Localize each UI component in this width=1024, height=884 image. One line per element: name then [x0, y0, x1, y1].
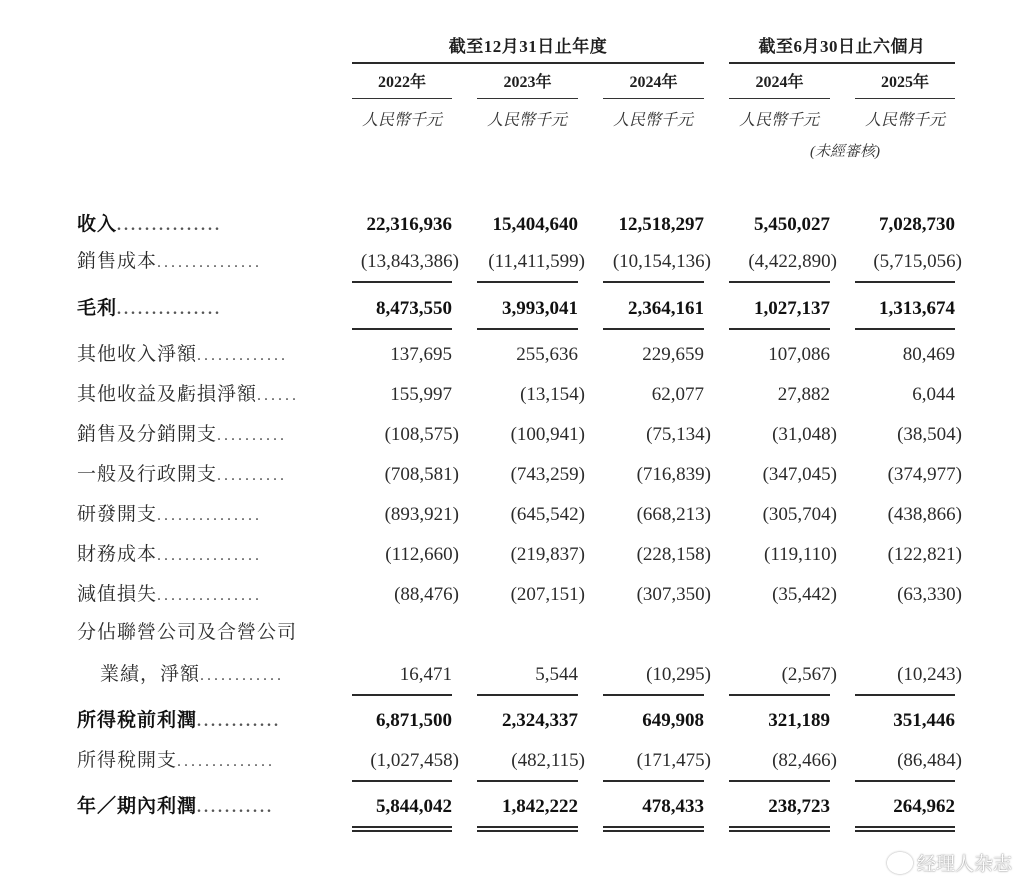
- value-cell: (2,567): [781, 664, 837, 685]
- value-cell: (307,350): [636, 584, 711, 605]
- value-cell: (219,837): [510, 544, 585, 565]
- column-rule: [603, 98, 704, 99]
- column-unit: 人民幣千元: [738, 112, 819, 129]
- value-cell: 229,659: [642, 344, 704, 365]
- total-double-rule: [603, 826, 704, 832]
- column-header-2025-h1: 2025年: [880, 74, 929, 91]
- leader-dots: ......: [257, 387, 300, 404]
- value-cell: 238,723: [768, 796, 830, 817]
- row-label: [77, 292, 332, 326]
- table-row: [0, 658, 1024, 692]
- value-cell: [352, 616, 452, 650]
- row-label-text: 銷售及分銷開支: [77, 424, 218, 445]
- subtotal-rule: [729, 328, 830, 330]
- column-unit: 人民幣千元: [486, 112, 567, 129]
- value-cell: (31,048): [772, 424, 837, 445]
- value-cell: (75,134): [646, 424, 711, 445]
- value-cell: (305,704): [762, 504, 837, 525]
- value-cell: 80,469: [902, 344, 955, 365]
- subtotal-rule: [729, 780, 830, 782]
- leader-dots: ..........: [217, 427, 288, 444]
- row-label-text: 毛利: [77, 298, 118, 319]
- column-rule: [477, 98, 578, 99]
- table-row: [0, 292, 1024, 326]
- row-label-text: 研發開支: [77, 504, 158, 525]
- row-label: [77, 418, 332, 452]
- value-cell: (112,660): [385, 544, 459, 565]
- row-label: [77, 538, 332, 572]
- value-cell: (5,715,056): [873, 251, 962, 272]
- table-row: [0, 338, 1024, 372]
- row-label: [77, 338, 332, 372]
- row-label-text: 減值損失: [77, 584, 158, 605]
- subtotal-rule: [855, 281, 955, 283]
- value-cell: (63,330): [897, 584, 962, 605]
- subtotal-rule: [352, 694, 452, 696]
- row-label-text: 一般及行政開支: [77, 464, 218, 485]
- value-cell: [477, 616, 578, 650]
- column-rule: [855, 98, 955, 99]
- value-cell: (86,484): [897, 750, 962, 771]
- value-cell: 478,433: [642, 796, 704, 817]
- row-label: [77, 458, 332, 492]
- column-rule: [352, 98, 452, 99]
- row-label-text: 財務成本: [77, 544, 158, 565]
- table-row: [0, 578, 1024, 612]
- value-cell: (119,110): [764, 544, 837, 565]
- leader-dots: ..........: [217, 467, 288, 484]
- leader-dots: ...............: [157, 254, 263, 271]
- value-cell: (482,115): [511, 750, 585, 771]
- group-header-annual: 截至12月31日止年度: [448, 37, 608, 56]
- value-cell: [603, 616, 704, 650]
- value-cell: (108,575): [384, 424, 459, 445]
- value-cell: 155,997: [390, 384, 452, 405]
- value-cell: 5,844,042: [376, 796, 452, 817]
- row-label: [77, 208, 332, 242]
- leader-dots: ...............: [117, 301, 223, 318]
- value-cell: 264,962: [893, 796, 955, 817]
- leader-dots: ...........: [197, 799, 275, 816]
- row-label-text: 收入: [77, 214, 118, 235]
- subtotal-rule: [477, 328, 578, 330]
- value-cell: (13,843,386): [360, 251, 459, 272]
- group-rule-six-months: [729, 62, 955, 64]
- value-cell: 1,027,137: [754, 298, 830, 319]
- subtotal-rule: [352, 780, 452, 782]
- value-cell: 8,473,550: [376, 298, 452, 319]
- subtotal-rule: [352, 281, 452, 283]
- row-label: [77, 378, 332, 412]
- value-cell: 255,636: [516, 344, 578, 365]
- subtotal-rule: [729, 281, 830, 283]
- value-cell: (10,154,136): [612, 251, 711, 272]
- subtotal-rule: [855, 694, 955, 696]
- leader-dots: ...............: [157, 587, 263, 604]
- column-rule: [729, 98, 830, 99]
- total-double-rule: [855, 826, 955, 832]
- value-cell: (374,977): [887, 464, 962, 485]
- value-cell: (10,295): [646, 664, 711, 685]
- total-double-rule: [729, 826, 830, 832]
- table-row: [0, 208, 1024, 242]
- column-unit: 人民幣千元: [361, 112, 442, 129]
- row-label: [77, 498, 332, 532]
- column-header-2023: 2023年: [503, 74, 552, 91]
- leader-dots: ..............: [177, 753, 276, 770]
- row-label-text: 分佔聯營公司及合營公司: [77, 622, 298, 643]
- value-cell: (13,154): [520, 384, 585, 405]
- value-cell: 2,324,337: [502, 710, 578, 731]
- leader-dots: ...............: [117, 217, 223, 234]
- subtotal-rule: [729, 694, 830, 696]
- row-label-text: 所得稅開支: [77, 750, 178, 771]
- value-cell: (38,504): [897, 424, 962, 445]
- row-label-text: 其他收入淨額: [77, 344, 198, 365]
- subtotal-rule: [603, 780, 704, 782]
- value-cell: (82,466): [772, 750, 837, 771]
- value-cell: (4,422,890): [748, 251, 837, 272]
- row-label-text: 年／期內利潤: [77, 796, 198, 817]
- value-cell: [729, 616, 830, 650]
- watermark: [887, 849, 1012, 876]
- subtotal-rule: [603, 694, 704, 696]
- leader-dots: ...............: [157, 507, 263, 524]
- table-row: [0, 616, 1024, 650]
- weibo-logo-icon: [887, 852, 913, 874]
- row-label-text: 所得稅前利潤: [77, 710, 198, 731]
- row-label-text: 銷售成本: [77, 251, 158, 272]
- subtotal-rule: [477, 780, 578, 782]
- value-cell: 5,544: [535, 664, 578, 685]
- value-cell: (1,027,458): [370, 750, 459, 771]
- value-cell: 137,695: [390, 344, 452, 365]
- leader-dots: ...............: [157, 547, 263, 564]
- subtotal-rule: [477, 281, 578, 283]
- table-row: [0, 704, 1024, 738]
- value-cell: (207,151): [510, 584, 585, 605]
- value-cell: 6,044: [912, 384, 955, 405]
- row-label-text: 其他收益及虧損淨額: [77, 384, 258, 405]
- subtotal-rule: [477, 694, 578, 696]
- value-cell: 6,871,500: [376, 710, 452, 731]
- value-cell: 321,189: [768, 710, 830, 731]
- value-cell: 107,086: [768, 344, 830, 365]
- value-cell: 27,882: [777, 384, 830, 405]
- value-cell: (228,158): [636, 544, 711, 565]
- group-header-six-months: 截至6月30日止六個月: [758, 37, 926, 56]
- column-unit: 人民幣千元: [864, 112, 945, 129]
- value-cell: (122,821): [887, 544, 962, 565]
- unaudited-note: (未經審核): [810, 144, 880, 160]
- value-cell: 16,471: [399, 664, 452, 685]
- leader-dots: ............: [200, 667, 285, 684]
- table-row: [0, 498, 1024, 532]
- value-cell: (100,941): [510, 424, 585, 445]
- row-label: [77, 744, 332, 778]
- subtotal-rule: [603, 281, 704, 283]
- value-cell: (171,475): [636, 750, 711, 771]
- value-cell: (645,542): [510, 504, 585, 525]
- subtotal-rule: [352, 328, 452, 330]
- table-row: [0, 418, 1024, 452]
- watermark-text: 经理人杂志: [916, 853, 1012, 875]
- column-header-2022: 2022年: [377, 74, 426, 91]
- value-cell: (743,259): [510, 464, 585, 485]
- subtotal-rule: [603, 328, 704, 330]
- value-cell: 1,842,222: [502, 796, 578, 817]
- value-cell: [855, 616, 955, 650]
- column-unit: 人民幣千元: [612, 112, 693, 129]
- row-label: [77, 790, 332, 824]
- value-cell: (10,243): [897, 664, 962, 685]
- value-cell: 351,446: [893, 710, 955, 731]
- row-label: [100, 658, 332, 692]
- leader-dots: .............: [197, 347, 289, 364]
- group-rule-annual: [352, 62, 704, 64]
- value-cell: (347,045): [762, 464, 837, 485]
- value-cell: (716,839): [636, 464, 711, 485]
- value-cell: 22,316,936: [366, 214, 452, 235]
- value-cell: 15,404,640: [492, 214, 578, 235]
- value-cell: 1,313,674: [879, 298, 955, 319]
- row-label: [77, 704, 332, 738]
- value-cell: 3,993,041: [502, 298, 578, 319]
- column-header-2024-h1: 2024年: [755, 74, 804, 91]
- value-cell: (438,866): [887, 504, 962, 525]
- value-cell: 2,364,161: [628, 298, 704, 319]
- leader-dots: ............: [197, 713, 282, 730]
- value-cell: 12,518,297: [618, 214, 704, 235]
- value-cell: (88,476): [394, 584, 459, 605]
- value-cell: (11,411,599): [488, 251, 585, 272]
- table-row: [0, 378, 1024, 412]
- subtotal-rule: [855, 780, 955, 782]
- table-row: [0, 744, 1024, 778]
- row-label-text: 業績，淨額: [100, 664, 201, 685]
- value-cell: (708,581): [384, 464, 459, 485]
- column-header-2024: 2024年: [629, 74, 678, 91]
- total-double-rule: [477, 826, 578, 832]
- table-row: [0, 245, 1024, 279]
- value-cell: (35,442): [772, 584, 837, 605]
- subtotal-rule: [855, 328, 955, 330]
- value-cell: 5,450,027: [754, 214, 830, 235]
- row-label: [77, 578, 332, 612]
- table-row: [0, 790, 1024, 824]
- value-cell: 649,908: [642, 710, 704, 731]
- value-cell: (668,213): [636, 504, 711, 525]
- value-cell: 62,077: [651, 384, 704, 405]
- value-cell: (893,921): [384, 504, 459, 525]
- value-cell: 7,028,730: [879, 214, 955, 235]
- total-double-rule: [352, 826, 452, 832]
- table-row: [0, 538, 1024, 572]
- table-row: [0, 458, 1024, 492]
- row-label: [77, 616, 332, 650]
- row-label: [77, 245, 332, 279]
